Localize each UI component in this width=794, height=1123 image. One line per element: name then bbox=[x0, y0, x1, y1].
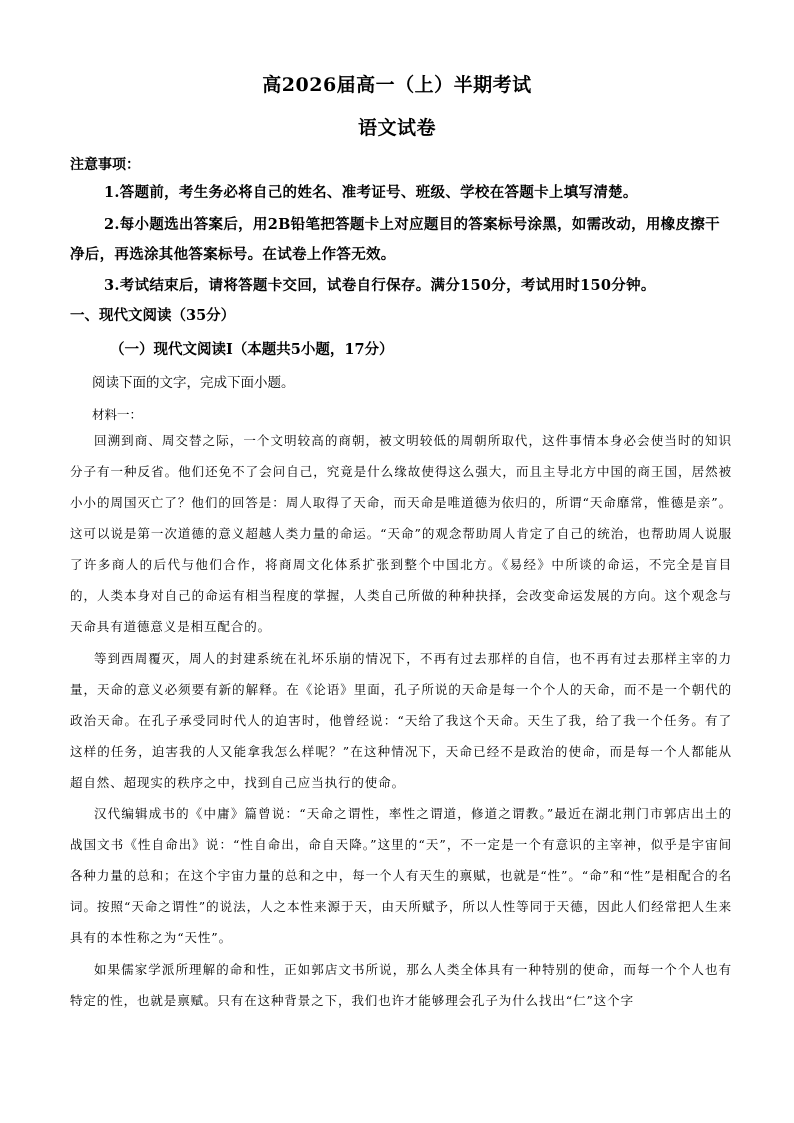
exam-subtitle: 语文试卷 bbox=[357, 117, 436, 139]
notice-item-3: 3.考试结束后，请将答题卡交回，试卷自行保存。满分150分，考试用时150分钟。 bbox=[104, 277, 656, 294]
material-label: 材料一： bbox=[92, 407, 143, 422]
notice-item-2: 2.每小题选出答案后，用2B铅笔把答题卡上对应题目的答案标号涂黑，如需改动，用橡皮擦干净后，再选涂其他答案标号。在试卷上作答无效。 bbox=[70, 216, 720, 263]
passage-paragraph-2: 等到西周覆灭，周人的封建系统在礼坏乐崩的情况下，不再有过去那样的自信，也不再有过去那样主宰的力量，天命的意义必须要有新的解释。在《论语》里面，孔子所说的天命是每一个个人的天命，而不是一个朝代的政治天命。在孔子承受同时代人的迫害时，他曾经说：“天给了我这个天命。天生了我，给了我一个任务。有了这样的任务，迫害我的人又能拿我怎么样呢？”在这种情况下，天命已经不是政治的使命，而是每一个人都能从超自然、超现实的秩序之中，找到自己应当执行的使命。 bbox=[70, 651, 732, 790]
notice-item-1: 1.答题前，考生务必将自己的姓名、准考证号、班级、学校在答题卡上填写清楚。 bbox=[104, 184, 638, 201]
passage-paragraph-3: 汉代编辑成书的《中庸》篇曾说：“天命之谓性，率性之谓道，修道之谓教。”最近在湖北荆门市郭店出土的战国文书《性自命出》说：“性自命出，命自天降。”这里的“天”，不一定是一个有意识的主宰神，似乎是宇宙间各种力量的总和；在这个宇宙力量的总和之中，每一个人有天生的禀赋，也就是“性”。“命”和“性”是相配合的名词。按照“天命之谓性”的说法，人之本性来源于天，由天所赋予，所以人性等同于天德，因此人们经常把人生来具有的本性称之为“天性”。 bbox=[70, 806, 732, 945]
exam-title: 高2026届高一（上）半期考试 bbox=[262, 74, 532, 96]
subsection-title: （一）现代文阅读Ⅰ（本题共5小题，17分） bbox=[110, 341, 394, 358]
reading-instruction: 阅读下面的文字，完成下面小题。 bbox=[92, 375, 295, 391]
passage-paragraph-1: 回溯到商、周交替之际，一个文明较高的商朝，被文明较低的周朝所取代，这件事情本身必会使当时的知识分子有一种反省。他们还免不了会问自己，究竟是什么缘故使得这么强大，而且主导北方中国的商王国，居然被小小的周国灭亡了？他们的回答是：周人取得了天命，而天命是唯道德为依归的，所谓“天命靡常，惟德是亲”。这可以说是第一次道德的意义超越人类力量的命运。“天命”的观念帮助周人肯定了自己的统治，也帮助周人说服了许多商人的后代与他们合作，将商周文化体系扩张到整个中国北方。《易经》中所谈的命运，不完全是盲目的，人类本身对自己的命运有相当程度的掌握，人类自己所做的种种抉择，会改变命运发展的方向。这个观念与天命具有道德意义是相互配合的。 bbox=[70, 433, 732, 634]
passage-paragraph-4: 如果儒家学派所理解的命和性，正如郭店文书所说，那么人类全体具有一种特别的使命，而每一个个人也有特定的性，也就是禀赋。只有在这种背景之下，我们也许才能够理会孔子为什么找出“仁”这个字 bbox=[70, 962, 732, 1008]
notice-heading: 注意事项： bbox=[70, 157, 140, 173]
section-title: 一、现代文阅读（35分） bbox=[70, 307, 236, 324]
